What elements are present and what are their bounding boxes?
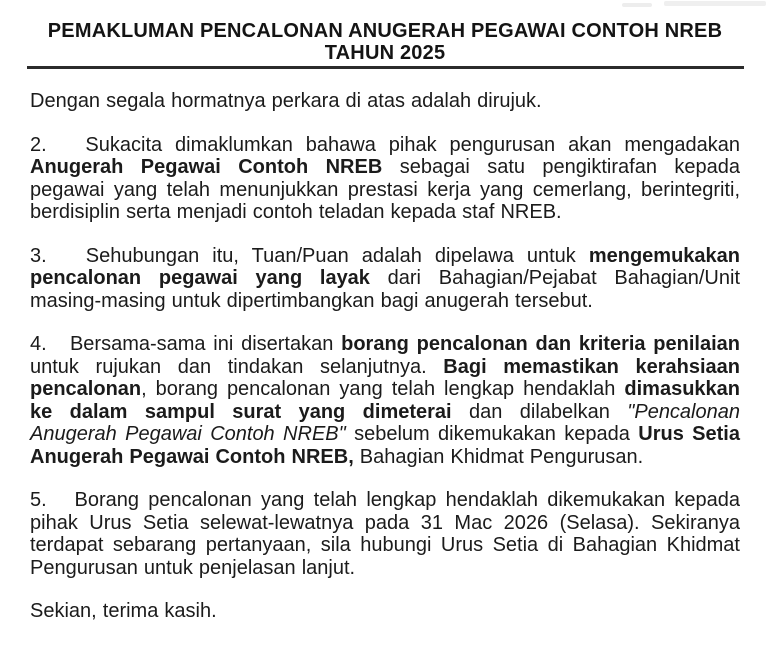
text-segment: dimasukkan ke dalam sampul surat yang dimeterai — [30, 378, 740, 423]
title-line-2: TAHUN 2025 — [324, 42, 446, 64]
text-segment: sebagai satu pengiktirafan kepada pegawai yang telah menunjukkan prestasi kerja yang cemerlang, berintegriti, berdisiplin serta menjadi contoh teladan kepada staf NREB. — [30, 156, 740, 223]
title-line-1: PEMAKLUMAN PENCALONAN ANUGERAH PEGAWAI CONTOH NREB — [47, 20, 723, 42]
text-segment: Urus Setia Anugerah Pegawai Contoh NREB, — [30, 423, 740, 468]
scan-artifact — [622, 3, 652, 7]
text-segment: dari Bahagian/Pejabat Bahagian/Unit masing-masing untuk dipertimbangkan bagi anugerah tersebut. — [30, 267, 740, 312]
text-segment: borang pencalonan dan kriteria penilaian — [341, 333, 740, 355]
text-segment: untuk rujukan dan tindakan selanjutnya. — [30, 355, 444, 378]
paragraph-closing — [30, 600, 740, 623]
text-segment: mengemukakan pencalonan pegawai yang layak — [30, 244, 740, 289]
paragraph-item-3 — [30, 245, 740, 313]
text-segment: Dengan segala hormatnya perkara di atas adalah dirujuk. — [30, 90, 542, 112]
document-body — [30, 90, 740, 623]
text-segment: "Pencalonan Anugerah Pegawai Contoh NREB" — [30, 400, 740, 445]
scan-artifact — [664, 1, 766, 6]
text-segment: 5. Borang pencalonan yang telah lengkap hendaklah dikemukakan kepada pihak Urus Setia selewat-lewatnya pada 31 Mac 2026 (Selasa). Sekiranya terdapat sebarang pertanyaan, sila hubungi Urus Setia di Bahagian Khidmat Pengurusan untuk penjelasan lanjut. — [30, 489, 740, 579]
text-segment: Bahagian Khidmat Pengurusan. — [353, 445, 644, 468]
text-segment: 2. Sukacita dimaklumkan bahawa pihak pengurusan akan mengadakan — [30, 133, 740, 156]
text-segment: Sekian, terima kasih. — [30, 600, 217, 622]
paragraph-item-4 — [30, 333, 740, 468]
text-segment: 4. Bersama-sama ini disertakan — [30, 333, 342, 355]
text-segment: 3. Sehubungan itu, Tuan/Puan adalah dipelawa untuk — [30, 244, 589, 267]
text-segment: Anugerah Pegawai Contoh NREB — [30, 156, 383, 178]
text-segment: dan dilabelkan — [451, 400, 628, 423]
paragraph-salutation — [30, 90, 740, 113]
document-title — [30, 20, 740, 64]
paragraph-item-5 — [30, 489, 740, 579]
text-segment: Bagi memastikan kerahsiaan pencalonan — [30, 355, 740, 400]
paragraph-item-2 — [30, 134, 740, 224]
text-segment: sebelum dikemukakan kepada — [345, 423, 639, 445]
title-underline-rule — [27, 66, 744, 69]
text-segment: , borang pencalonan yang telah lengkap hendaklah — [141, 378, 625, 400]
